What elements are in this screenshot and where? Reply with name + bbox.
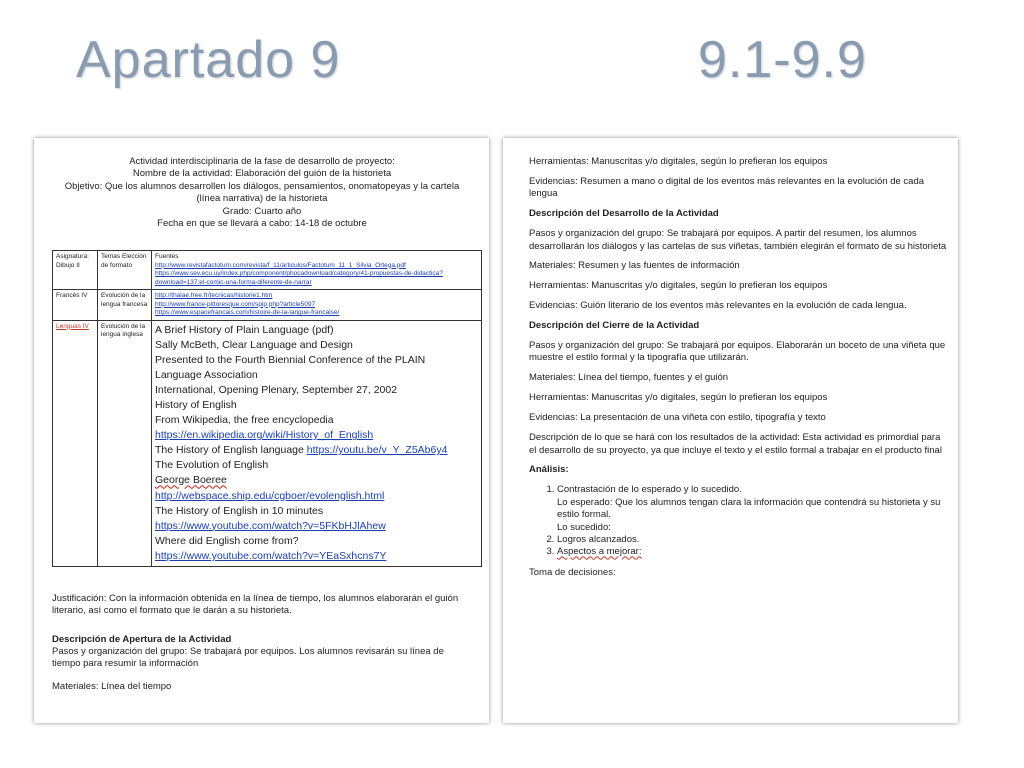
slide-title-left: Apartado 9: [76, 31, 341, 89]
table-row: [53, 290, 482, 321]
table-cell: [152, 290, 482, 321]
source-link[interactable]: https://www.sev.ecu.uy/index.php/component/phocadownload/category/41-propuestas-de-didactica?download=137:el-comic-una-forma-diferente-de-narrar: [155, 270, 443, 286]
descripcion-final-text: Descripción de lo que se hará con los resultados de la actividad: Esta actividad es primordial para el desarrollo de su proyecto, ya que incluye el texto y el estilo formal a trabajar en el producto final: [529, 432, 942, 456]
source-line: A Brief History of Plain Language (pdf): [155, 323, 334, 336]
author-name: George Boeree: [155, 474, 227, 487]
herramientas-text: Herramientas: Manuscritas y/o digitales, según lo prefieran los equipos: [529, 280, 828, 292]
header-line: Actividad interdisciplinaria de la fase de desarrollo de proyecto:: [129, 156, 395, 167]
analisis-list: [529, 484, 949, 558]
table-cell: [53, 320, 98, 567]
evidencias-text: Evidencias: La presentación de una viñeta con estilo, tipografía y texto: [529, 412, 826, 424]
source-line: International, Opening Plenary, September 27, 2002: [155, 383, 398, 396]
list-item-sub: Lo esperado: Que los alumnos tengan clara la información que contendrá su historieta y su estilo formal.: [557, 496, 941, 521]
desarrollo-text: Pasos y organización del grupo: Se trabajará por equipos. A partir del resumen, los alumnos desarrollarán los diálogos y las cartelas de sus viñetas, también elegirán el formato de su historieta: [529, 228, 947, 252]
source-line: History of English: [155, 398, 237, 411]
header-line: Nombre de la actividad: Elaboración del guión de la historieta: [132, 168, 392, 180]
analisis-title: Análisis:: [529, 464, 569, 476]
activity-header: [52, 156, 472, 230]
list-item-label: Aspectos a mejorar:: [557, 546, 642, 558]
source-link[interactable]: https://www.youtube.com/watch?v=5FKbHJlAhew: [155, 519, 386, 532]
fuentes-label: Fuentes: [155, 253, 179, 260]
header-line: Objetivo: Que los alumnos desarrollen los diálogos, pensamientos, onomatopeyas y la cartela: [64, 180, 460, 192]
activity-description: [529, 156, 949, 587]
source-link[interactable]: http://www.revistafactotum.com/revista/f_11/articulos/Factotum_11_1_Silvia_Ortega.pdf: [155, 261, 406, 269]
list-item-sub: Lo sucedido:: [557, 521, 611, 533]
table-cell: Evolución de la lengua francesa: [98, 290, 152, 321]
table-cell: Asignatura: Dibujo II: [53, 251, 98, 290]
source-link[interactable]: https://www.espacefrancais.com/histoire-de-la-langue-francaise/: [155, 309, 340, 316]
header-line: Fecha en que se llevará a cabo: 14-18 de octubre: [157, 218, 367, 230]
table-cell: [152, 320, 482, 567]
header-line: (línea narrativa) de la historieta: [196, 193, 328, 205]
source-link[interactable]: https://www.youtube.com/watch?v=YEaSxhcns7Y: [155, 549, 387, 562]
source-link[interactable]: http://thalae.free.fr/tecnicas/historie1.htm: [155, 292, 273, 299]
table-cell: Evolución de la lengua inglesa: [98, 320, 152, 567]
list-item-label: Contrastación de lo esperado y lo sucedido.: [557, 484, 742, 496]
table-cell: Temas Elección de formato: [98, 251, 152, 290]
slide-title-right: 9.1-9.9: [698, 31, 867, 89]
table-row: [53, 251, 482, 290]
source-label: The History of English language: [155, 444, 304, 457]
materiales-text: Materiales: Resumen y las fuentes de información: [529, 260, 740, 272]
header-line: Grado: Cuarto año: [222, 205, 302, 217]
source-line: From Wikipedia, the free encyclopedia: [155, 414, 334, 427]
list-item: [557, 534, 949, 546]
table-cell: [152, 251, 482, 290]
source-line: Where did English come from?: [155, 534, 299, 547]
source-line: [155, 473, 478, 488]
source-line: The Evolution of English: [155, 459, 269, 472]
desarrollo-title: Descripción del Desarrollo de la Actividad: [529, 208, 719, 220]
cierre-text: Pasos y organización del grupo: Se trabajará por equipos. Elaborarán un boceto de una viñeta que muestre el estilo formal y la tipografía que utilizarán.: [529, 340, 946, 364]
subjects-table: [52, 250, 482, 567]
source-link[interactable]: https://en.wikipedia.org/wiki/History_of_English: [155, 429, 374, 442]
source-link[interactable]: http://webspace.ship.edu/cgboer/evolenglish.html: [155, 489, 385, 502]
materiales-text: Materiales: Línea del tiempo: [52, 681, 172, 692]
document-page-right: [503, 138, 958, 723]
list-item: [557, 546, 949, 558]
source-line: The History of English in 10 minutes: [155, 504, 324, 517]
apertura-title: Descripción de Apertura de la Actividad: [52, 634, 232, 645]
source-line: Presented to the Fourth Biennial Conference of the PLAIN: [155, 353, 426, 366]
document-page-left: [34, 138, 489, 723]
evidencias-text: Evidencias: Resumen a mano o digital de los eventos más relevantes en la evolución de cada lengua: [529, 175, 925, 200]
toma-decisiones-text: Toma de decisiones:: [529, 566, 616, 578]
table-row: [53, 320, 482, 567]
apertura-text: Pasos y organización del grupo: Se trabajará por equipos. Los alumnos revisarán su línea de tiempo para resumir la información: [52, 646, 444, 670]
source-link[interactable]: https://youtu.be/v_Y_Z5Ab6y4: [306, 444, 448, 457]
source-line: [155, 443, 478, 458]
herramientas-text: Herramientas: Manuscritas y/o digitales, según lo prefieran los equipos: [529, 392, 828, 404]
materiales-text: Materiales: Línea del tiempo, fuentes y el guión: [529, 372, 729, 384]
list-item: [557, 484, 949, 534]
evidencias-text: Evidencias: Guión literario de los eventos más relevantes en la evolución de cada lengua.: [529, 300, 907, 312]
subject-label: Lenguas IV: [56, 322, 89, 330]
herramientas-text: Herramientas: Manuscritas y/o digitales, según lo prefieran los equipos: [529, 156, 828, 167]
list-item-label: Logros alcanzados.: [557, 533, 640, 545]
source-line: Sally McBeth, Clear Language and Design: [155, 338, 353, 351]
source-link[interactable]: http://www.france-pittoresque.com/spip.php?article5097: [155, 300, 316, 308]
source-line: Language Association: [155, 368, 258, 381]
table-cell: Francés IV: [53, 290, 98, 321]
justificacion-text: Justificación: Con la información obtenida en la línea de tiempo, los alumnos elaborarán el guión literario, así como el formato que le darán a su historieta.: [52, 593, 459, 617]
cierre-title: Descripción del Cierre de la Actividad: [529, 320, 700, 332]
